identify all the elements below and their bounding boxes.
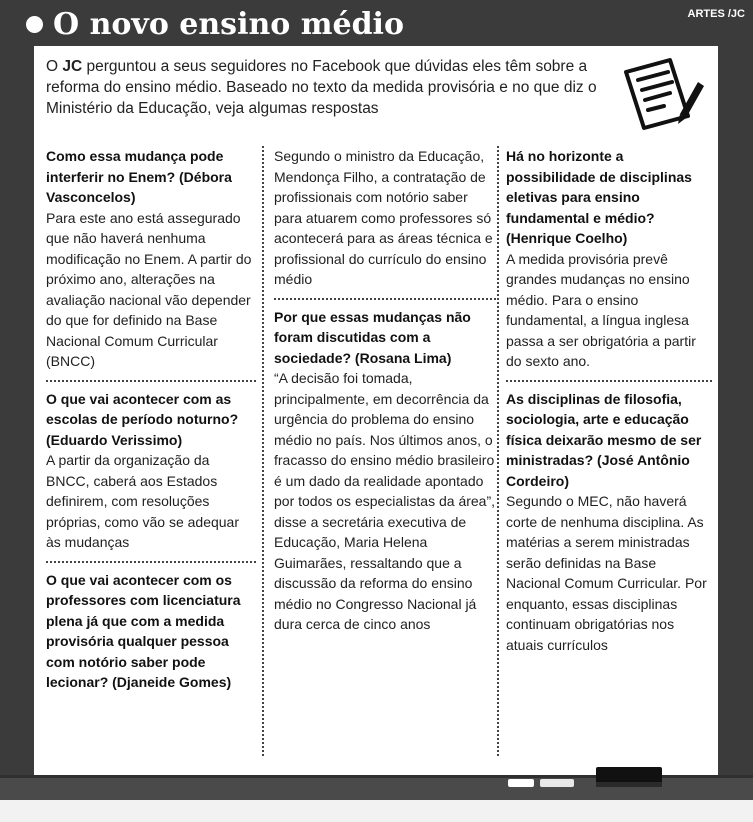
answer-text: Para este ano está assegurado que não haverá nenhuma modificação no Enem. A partir do próximo ano, alterações na avaliação nacional vão depender do que for definido na Base Nacional Comum Curricular (BNCC) (46, 209, 252, 369)
answer-text: “A decisão foi tomada, principalmente, em decorrência da urgência do problema do ensino médio no país. Nos últimos anos, o fracasso do ensino médio brasileiro é um dado da realidade apontado por todos os especialistas da área”, disse a secretária executiva de Educação, Maria Helena Guimarães, ressaltando que a discussão da reforma do ensino médio no Congresso Nacional já dura cerca de cinco anos (274, 370, 496, 632)
dotted-divider (274, 298, 496, 300)
question-text: As disciplinas de filosofia, sociologia, arte e educação física deixarão mesmo de ser ministradas? (José Antônio Cordeiro) (506, 390, 702, 489)
dotted-divider (46, 561, 256, 563)
column-1 (46, 146, 256, 693)
question-text: O que vai acontecer com os professores com licenciatura plena já que com a medida provisória qualquer pessoa com notório saber pode lecionar? (Djaneide Gomes) (46, 571, 241, 690)
document-pencil-icon (618, 54, 706, 134)
page-title: O novo ensino médio (53, 6, 404, 42)
dotted-divider (506, 380, 712, 382)
intro-brand: JC (62, 58, 83, 75)
answer-text: Segundo o MEC, não haverá corte de nenhuma disciplina. As matérias a serem ministradas serão definidas na Base Nacional Comum Curricular. Por enquanto, essas disciplinas continuam obrigatórias nos atuais currículos (506, 493, 707, 653)
content-panel (34, 46, 718, 776)
answer-text: Segundo o ministro da Educação, Mendonça Filho, a contratação de profissionais com notório saber para atuarem como professores só acontecerá para as áreas técnica e profissional do currículo do ensino médio (274, 148, 493, 287)
eraser-felt (596, 782, 662, 787)
credit-label: ARTES /JC (687, 8, 745, 20)
circle-bullet-icon (26, 16, 43, 33)
column-divider (497, 146, 499, 756)
column-2 (274, 146, 496, 635)
column-divider (262, 146, 264, 756)
answer-text: A medida provisória prevê grandes mudanças no ensino médio. Para o ensino fundamental, a língua inglesa passa a ser obrigatória a partir do sexto ano. (506, 250, 696, 369)
title-row (26, 4, 404, 44)
dotted-divider (46, 380, 256, 382)
intro-prefix: O (46, 58, 63, 75)
chalk-piece (508, 779, 534, 787)
chalk-piece (540, 779, 574, 787)
intro-text (46, 56, 606, 119)
intro-body: perguntou a seus seguidores no Facebook que dúvidas eles têm sobre a reforma do ensino médio. Baseado no texto da medida provisória e no que diz o Ministério da Educação, veja algumas respostas (46, 58, 597, 117)
column-3 (506, 146, 712, 655)
question-text: O que vai acontecer com as escolas de período noturno? (Eduardo Verissimo) (46, 390, 239, 448)
question-text: Como essa mudança pode interferir no Enem? (Débora Vasconcelos) (46, 148, 232, 205)
question-text: Há no horizonte a possibilidade de disciplinas eletivas para ensino fundamental e médio? (Henrique Coelho) (506, 148, 692, 246)
question-text: Por que essas mudanças não foram discutidas com a sociedade? (Rosana Lima) (274, 308, 471, 366)
answer-text: A partir da organização da BNCC, caberá aos Estados definirem, com resoluções próprias, como vão se adequar às mudanças (46, 452, 239, 550)
